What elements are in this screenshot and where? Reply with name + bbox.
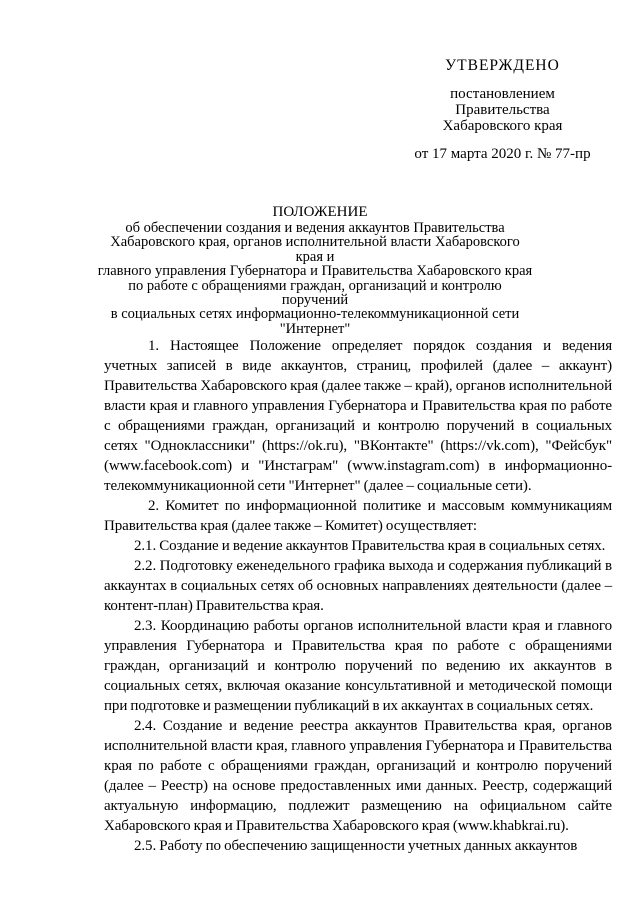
subtitle-line: Хабаровского края, органов исполнительной власти Хабаровского края и [110, 234, 520, 265]
approval-date: от 17 марта 2020 г. № 77-пр [414, 146, 591, 162]
paragraph-2-5: 2.5. Работу по обеспечению защищенности учетных данных аккаунтов [134, 838, 578, 854]
paragraph-2: 2. Комитет по информационной политике и массовым коммуникациям Правительства края (далее также – Комитет) осуществляет: [104, 498, 612, 534]
approval-stamp: УТВЕРЖДЕНО [445, 57, 560, 74]
document-body [104, 336, 612, 856]
paragraph-2-2: 2.2. Подготовку еженедельного графика выхода и содержания публикаций в аккаунтах в социальных сетях об основных направлениях деятельности (далее – контент-план) Правительства края. [104, 558, 612, 614]
approval-line: Хабаровского края [442, 118, 563, 134]
paragraph-2-1: 2.1. Создание и ведение аккаунтов Правительства края в социальных сетях. [134, 538, 606, 554]
document-subtitle [95, 221, 535, 336]
subtitle-line: об обеспечении создания и ведения аккаунтов Правительства [125, 220, 505, 236]
paragraph-1: 1. Настоящее Положение определяет порядок создания и ведения учетных записей в виде аккаунтов, страниц, профилей (далее – аккаунт) Правительства Хабаровского края (далее также – край), органов исполнительной власти края и главного управления Губернатора и Правительства края по работе с обращениями граждан, организаций и контролю поручений в социальных сетях "Одноклассники" (https://ok.ru), "ВКонтакте" (https://vk.com), "Фейсбук" (www.facebook.com) и "Инстаграм" (www.instagram.com) в информационно-телекоммуникационной сети "Интернет" (далее – социальные сети). [104, 338, 612, 494]
subtitle-line: по работе с обращениями граждан, организаций и контролю поручений [128, 277, 502, 309]
approval-block [400, 58, 605, 162]
paragraph-2-3: 2.3. Координацию работы органов исполнительной власти края и главного управления Губернатора и Правительства края по работе с обращениями граждан, организаций и контролю поручений по ведению их аккаунтов в социальных сетях, включая оказание консультативной и методической помощи при подготовке и размещении публикаций в их аккаунтах в социальных сетях. [104, 618, 612, 714]
subtitle-line: в социальных сетях информационно-телекоммуникационной сети [110, 306, 520, 323]
approval-line: Правительства [455, 102, 550, 118]
subtitle-line: главного управления Губернатора и Правительства Хабаровского края [97, 263, 533, 280]
document-title: ПОЛОЖЕНИЕ [272, 204, 368, 220]
subtitle-line: "Интернет" [279, 320, 351, 337]
paragraph-2-4: 2.4. Создание и ведение реестра аккаунтов Правительства края, органов исполнительной власти края, главного управления Губернатора и Правительства края по работе с обращениями граждан, организаций и контролю поручений (далее – Реестр) на основе предоставленных ими данных. Реестр, содержащий актуальную информацию, подлежит размещению на официальном сайте Хабаровского края и Правительства Хабаровского края (www.khabkrai.ru). [104, 718, 612, 834]
approval-line: постановлением [450, 86, 555, 102]
